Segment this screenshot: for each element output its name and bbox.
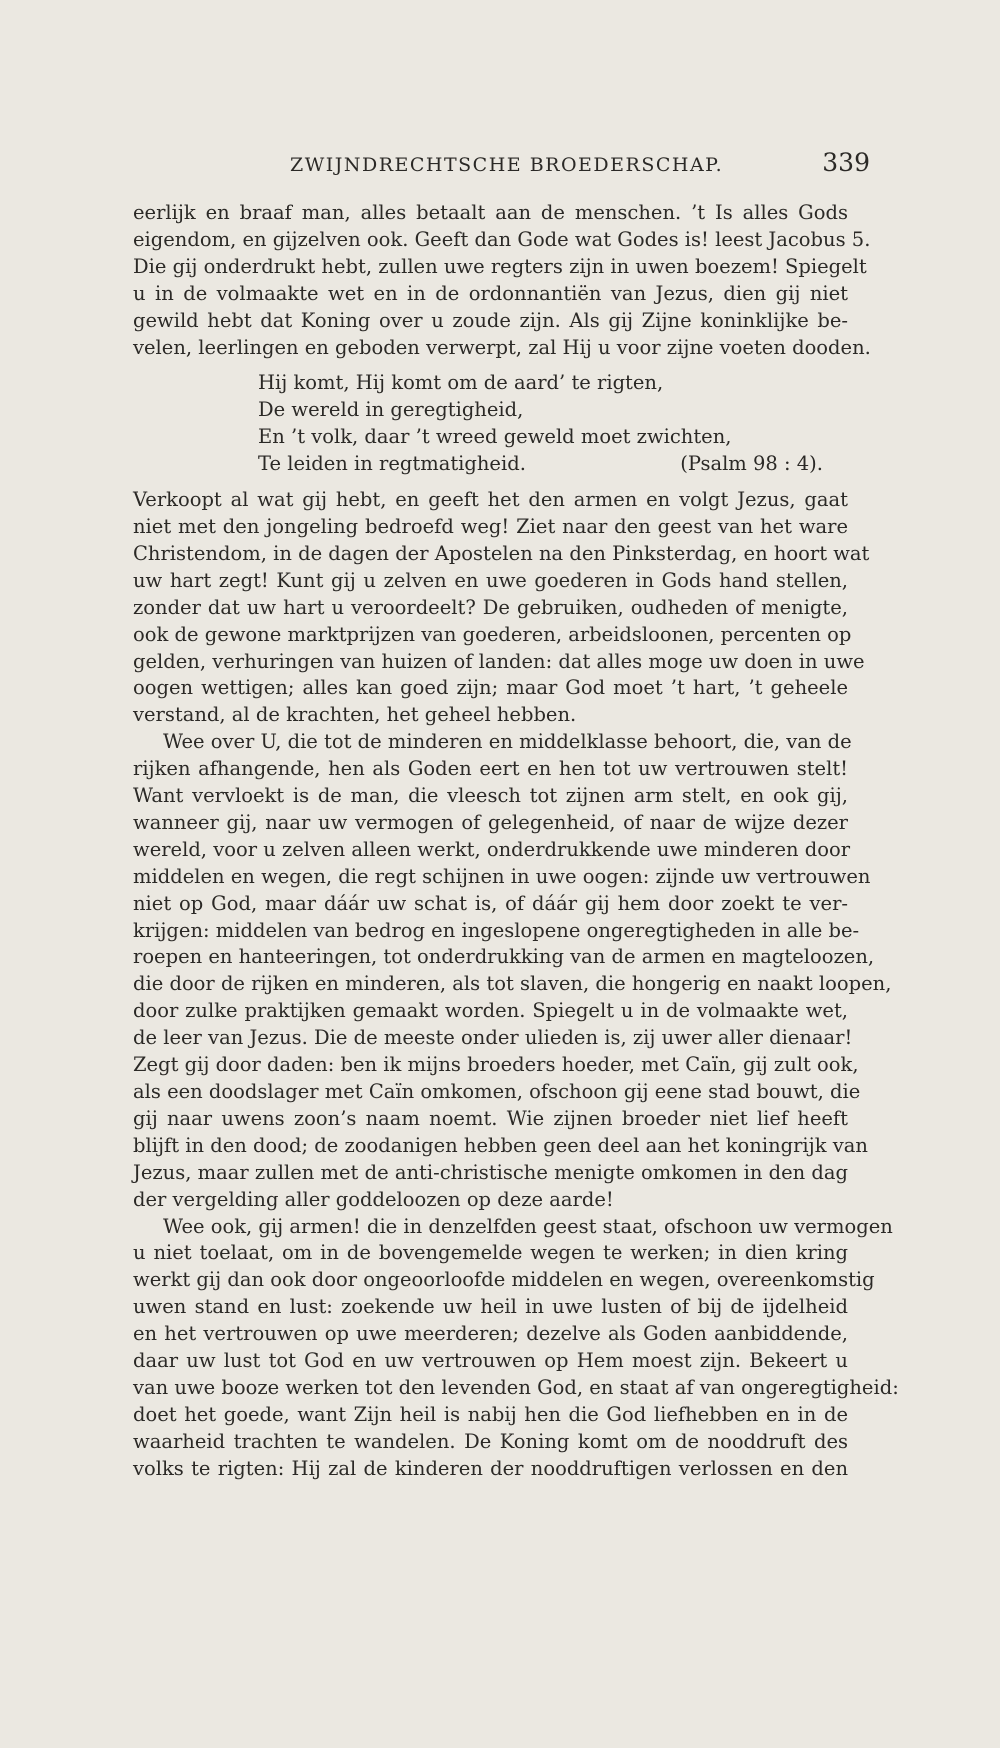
text-line: krijgen: middelen van bedrog en ingeslopene ongeregtigheden in alle be- xyxy=(133,918,860,942)
poem-quote xyxy=(258,370,823,478)
text-line: uwen stand en lust: zoekende uw heil in uwe lusten of bij de ijdelheid xyxy=(133,1295,848,1319)
psalm-reference: (Psalm 98 : 4). xyxy=(680,452,823,476)
poem-line: Te leiden in regtmatigheid. xyxy=(258,452,526,476)
running-header xyxy=(290,148,870,177)
text-line: gewild hebt dat Koning over u zoude zijn. Als gij Zijne koninklijke be- xyxy=(133,308,848,332)
text-line: rijken afhangende, hen als Goden eert en hen tot uw vertrouwen stelt! xyxy=(133,757,848,781)
text-line: Christendom, in de dagen der Apostelen na den Pinksterdag, en hoort wat xyxy=(133,541,870,565)
poem-line: De wereld in geregtigheid, xyxy=(258,398,524,422)
text-line: uw hart zegt! Kunt gij u zelven en uwe goederen in Gods hand stellen, xyxy=(133,568,848,592)
paragraph-2 xyxy=(133,487,870,729)
text-line: ook de gewone marktprijzen van goederen, arbeidsloonen, percenten op xyxy=(133,622,852,646)
poem-line: En ’t volk, daar ’t wreed geweld moet zwichten, xyxy=(258,425,732,449)
text-line: volks te rigten: Hij zal de kinderen der nooddruftigen verlossen en den xyxy=(133,1456,848,1480)
text-line: Wee ook, gij armen! die in denzelfden geest staat, ofschoon uw vermogen xyxy=(163,1214,893,1238)
text-line: gelden, verhuringen van huizen of landen: dat alles moge uw doen in uwe xyxy=(133,649,865,673)
text-line: gij naar uwens zoon’s naam noemt. Wie zijnen broeder niet lief heeft xyxy=(133,1106,848,1130)
text-line: die door de rijken en minderen, als tot slaven, die hongerig en naakt loopen, xyxy=(133,972,892,996)
text-line: zonder dat uw hart u veroordeelt? De gebruiken, oudheden of menigte, xyxy=(133,595,848,619)
text-line: wereld, voor u zelven alleen werkt, onderdrukkende uwe minderen door xyxy=(133,837,851,861)
text-line: blijft in den dood; de zoodanigen hebben geen deel aan het koningrijk van xyxy=(133,1133,868,1157)
page-number: 339 xyxy=(822,148,870,177)
text-line: Verkoopt al wat gij hebt, en geeft het den armen en volgt Jezus, gaat xyxy=(133,488,848,512)
text-line: u in de volmaakte wet en in de ordonnantiën van Jezus, dien gij niet xyxy=(133,281,848,305)
text-line: door zulke praktijken gemaakt worden. Spiegelt u in de volmaakte wet, xyxy=(133,999,848,1023)
text-line: eerlijk en braaf man, alles betaalt aan de menschen. ’t Is alles Gods xyxy=(133,201,848,224)
text-line: niet op God, maar dáár uw schat is, of dáár gij hem door zoekt te ver- xyxy=(133,891,848,915)
poem-line: Hij komt, Hij komt om de aard’ te rigten, xyxy=(258,371,664,395)
text-line: en het vertrouwen op uwe meerderen; dezelve als Goden aanbiddende, xyxy=(133,1322,848,1346)
text-line: doet het goede, want Zijn heil is nabij hen die God liefhebben en in de xyxy=(133,1402,848,1426)
poem-last-line xyxy=(258,451,823,478)
text-line: niet met den jongeling bedroefd weg! Ziet naar den geest van het ware xyxy=(133,514,848,538)
text-line: wanneer gij, naar uw vermogen of gelegenheid, of naar de wijze dezer xyxy=(133,810,848,834)
body-text xyxy=(133,200,899,1483)
text-line: Zegt gij door daden: ben ik mijns broeders hoeder, met Caïn, gij zult ook, xyxy=(133,1053,859,1077)
text-line: verstand, al de krachten, het geheel hebben. xyxy=(133,703,577,727)
text-line: oogen wettigen; alles kan goed zijn; maar God moet ’t hart, ’t geheele xyxy=(133,676,848,700)
text-line: van uwe booze werken tot den levenden God, en staat af van ongeregtigheid: xyxy=(133,1375,899,1399)
text-line: u niet toelaat, om in de bovengemelde wegen te werken; in dien kring xyxy=(133,1241,848,1265)
paragraph-1 xyxy=(133,200,871,361)
text-line: werkt gij dan ook door ongeoorloofde middelen en wegen, overeenkomstig xyxy=(133,1268,875,1292)
text-line: der vergelding aller goddeloozen op deze aarde! xyxy=(133,1187,614,1211)
text-line: de leer van Jezus. Die de meeste onder ulieden is, zij uwer aller dienaar! xyxy=(133,1026,853,1050)
text-line: als een doodslager met Caïn omkomen, ofschoon gij eene stad bouwt, die xyxy=(133,1080,861,1103)
text-line: Jezus, maar zullen met de anti-christische menigte omkomen in den dag xyxy=(133,1160,848,1184)
text-line: eigendom, en gijzelven ook. Geeft dan Gode wat Godes is! leest Jacobus 5. xyxy=(133,227,871,251)
text-line: roepen en hanteeringen, tot onderdrukking van de armen en magteloozen, xyxy=(133,945,875,969)
text-line: daar uw lust tot God en uw vertrouwen op Hem moest zijn. Bekeert u xyxy=(133,1349,848,1373)
text-line: Die gij onderdrukt hebt, zullen uwe regters zijn in uwen boezem! Spiegelt xyxy=(133,254,867,278)
text-line: Want vervloekt is de man, die vleesch tot zijnen arm stelt, en ook gij, xyxy=(133,784,848,808)
paragraph-4 xyxy=(133,1214,899,1483)
text-line: middelen en wegen, die regt schijnen in uwe oogen: zijnde uw vertrouwen xyxy=(133,864,871,888)
text-line: velen, leerlingen en geboden verwerpt, zal Hij u voor zijne voeten dooden. xyxy=(133,335,871,359)
text-line: waarheid trachten te wandelen. De Koning komt om de nooddruft des xyxy=(133,1429,848,1453)
running-title: ZWIJNDRECHTSCHE BROEDERSCHAP. xyxy=(290,154,724,176)
text-line: Wee over U, die tot de minderen en middelklasse behoort, die, van de xyxy=(163,730,852,754)
paragraph-3 xyxy=(133,729,892,1213)
